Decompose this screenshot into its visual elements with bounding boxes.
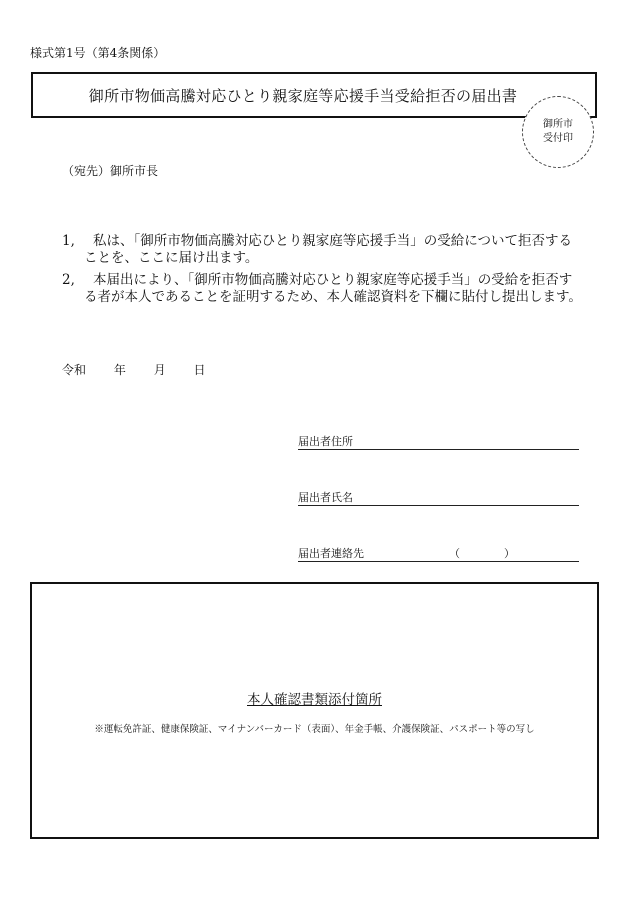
reception-stamp-area — [522, 96, 594, 168]
document-title: 御所市物価高騰対応ひとり親家庭等応援手当受給拒否の届出書 — [88, 86, 518, 105]
date-month: 月 — [153, 363, 166, 377]
date-year: 年 — [113, 363, 126, 377]
address-label: 届出者住所 — [298, 435, 353, 448]
contact-field[interactable] — [298, 547, 579, 562]
item-text: 私は、「御所市物価高騰対応ひとり親家庭等応援手当」の受給について拒否することを、ここに届け出ます。 — [84, 233, 572, 266]
item-number: 2, — [62, 272, 75, 288]
title-box — [31, 72, 597, 118]
name-label: 届出者氏名 — [298, 491, 353, 504]
contact-label: 届出者連絡先 — [298, 547, 364, 560]
address-field[interactable] — [298, 435, 579, 450]
date-day: 日 — [193, 363, 206, 377]
id-document-attachment-area — [30, 582, 599, 839]
attachment-label: 本人確認書類添付箇所 — [247, 692, 382, 708]
contact-parentheses: （ ） — [449, 547, 515, 560]
statement-item-2 — [62, 272, 584, 305]
date-era: 令和 — [62, 363, 87, 377]
attachment-note: ※運転免許証、健康保険証、マイナンバーカード（表面）、年金手帳、介護保険証、パスポート等の写し — [94, 724, 535, 735]
addressee: （宛先）御所市長 — [62, 164, 159, 178]
stamp-line-2: 受付印 — [543, 133, 573, 144]
date-line — [62, 361, 206, 378]
form-number: 様式第1号（第4条関係） — [30, 46, 166, 60]
stamp-line-1: 御所市 — [543, 119, 573, 130]
name-field[interactable] — [298, 491, 579, 506]
item-number: 1, — [62, 233, 75, 249]
statement-item-1 — [62, 233, 584, 266]
item-text: 本届出により、「御所市物価高騰対応ひとり親家庭等応援手当」の受給を拒否する者が本人であることを証明するため、本人確認資料を下欄に貼付し提出します。 — [84, 272, 582, 305]
